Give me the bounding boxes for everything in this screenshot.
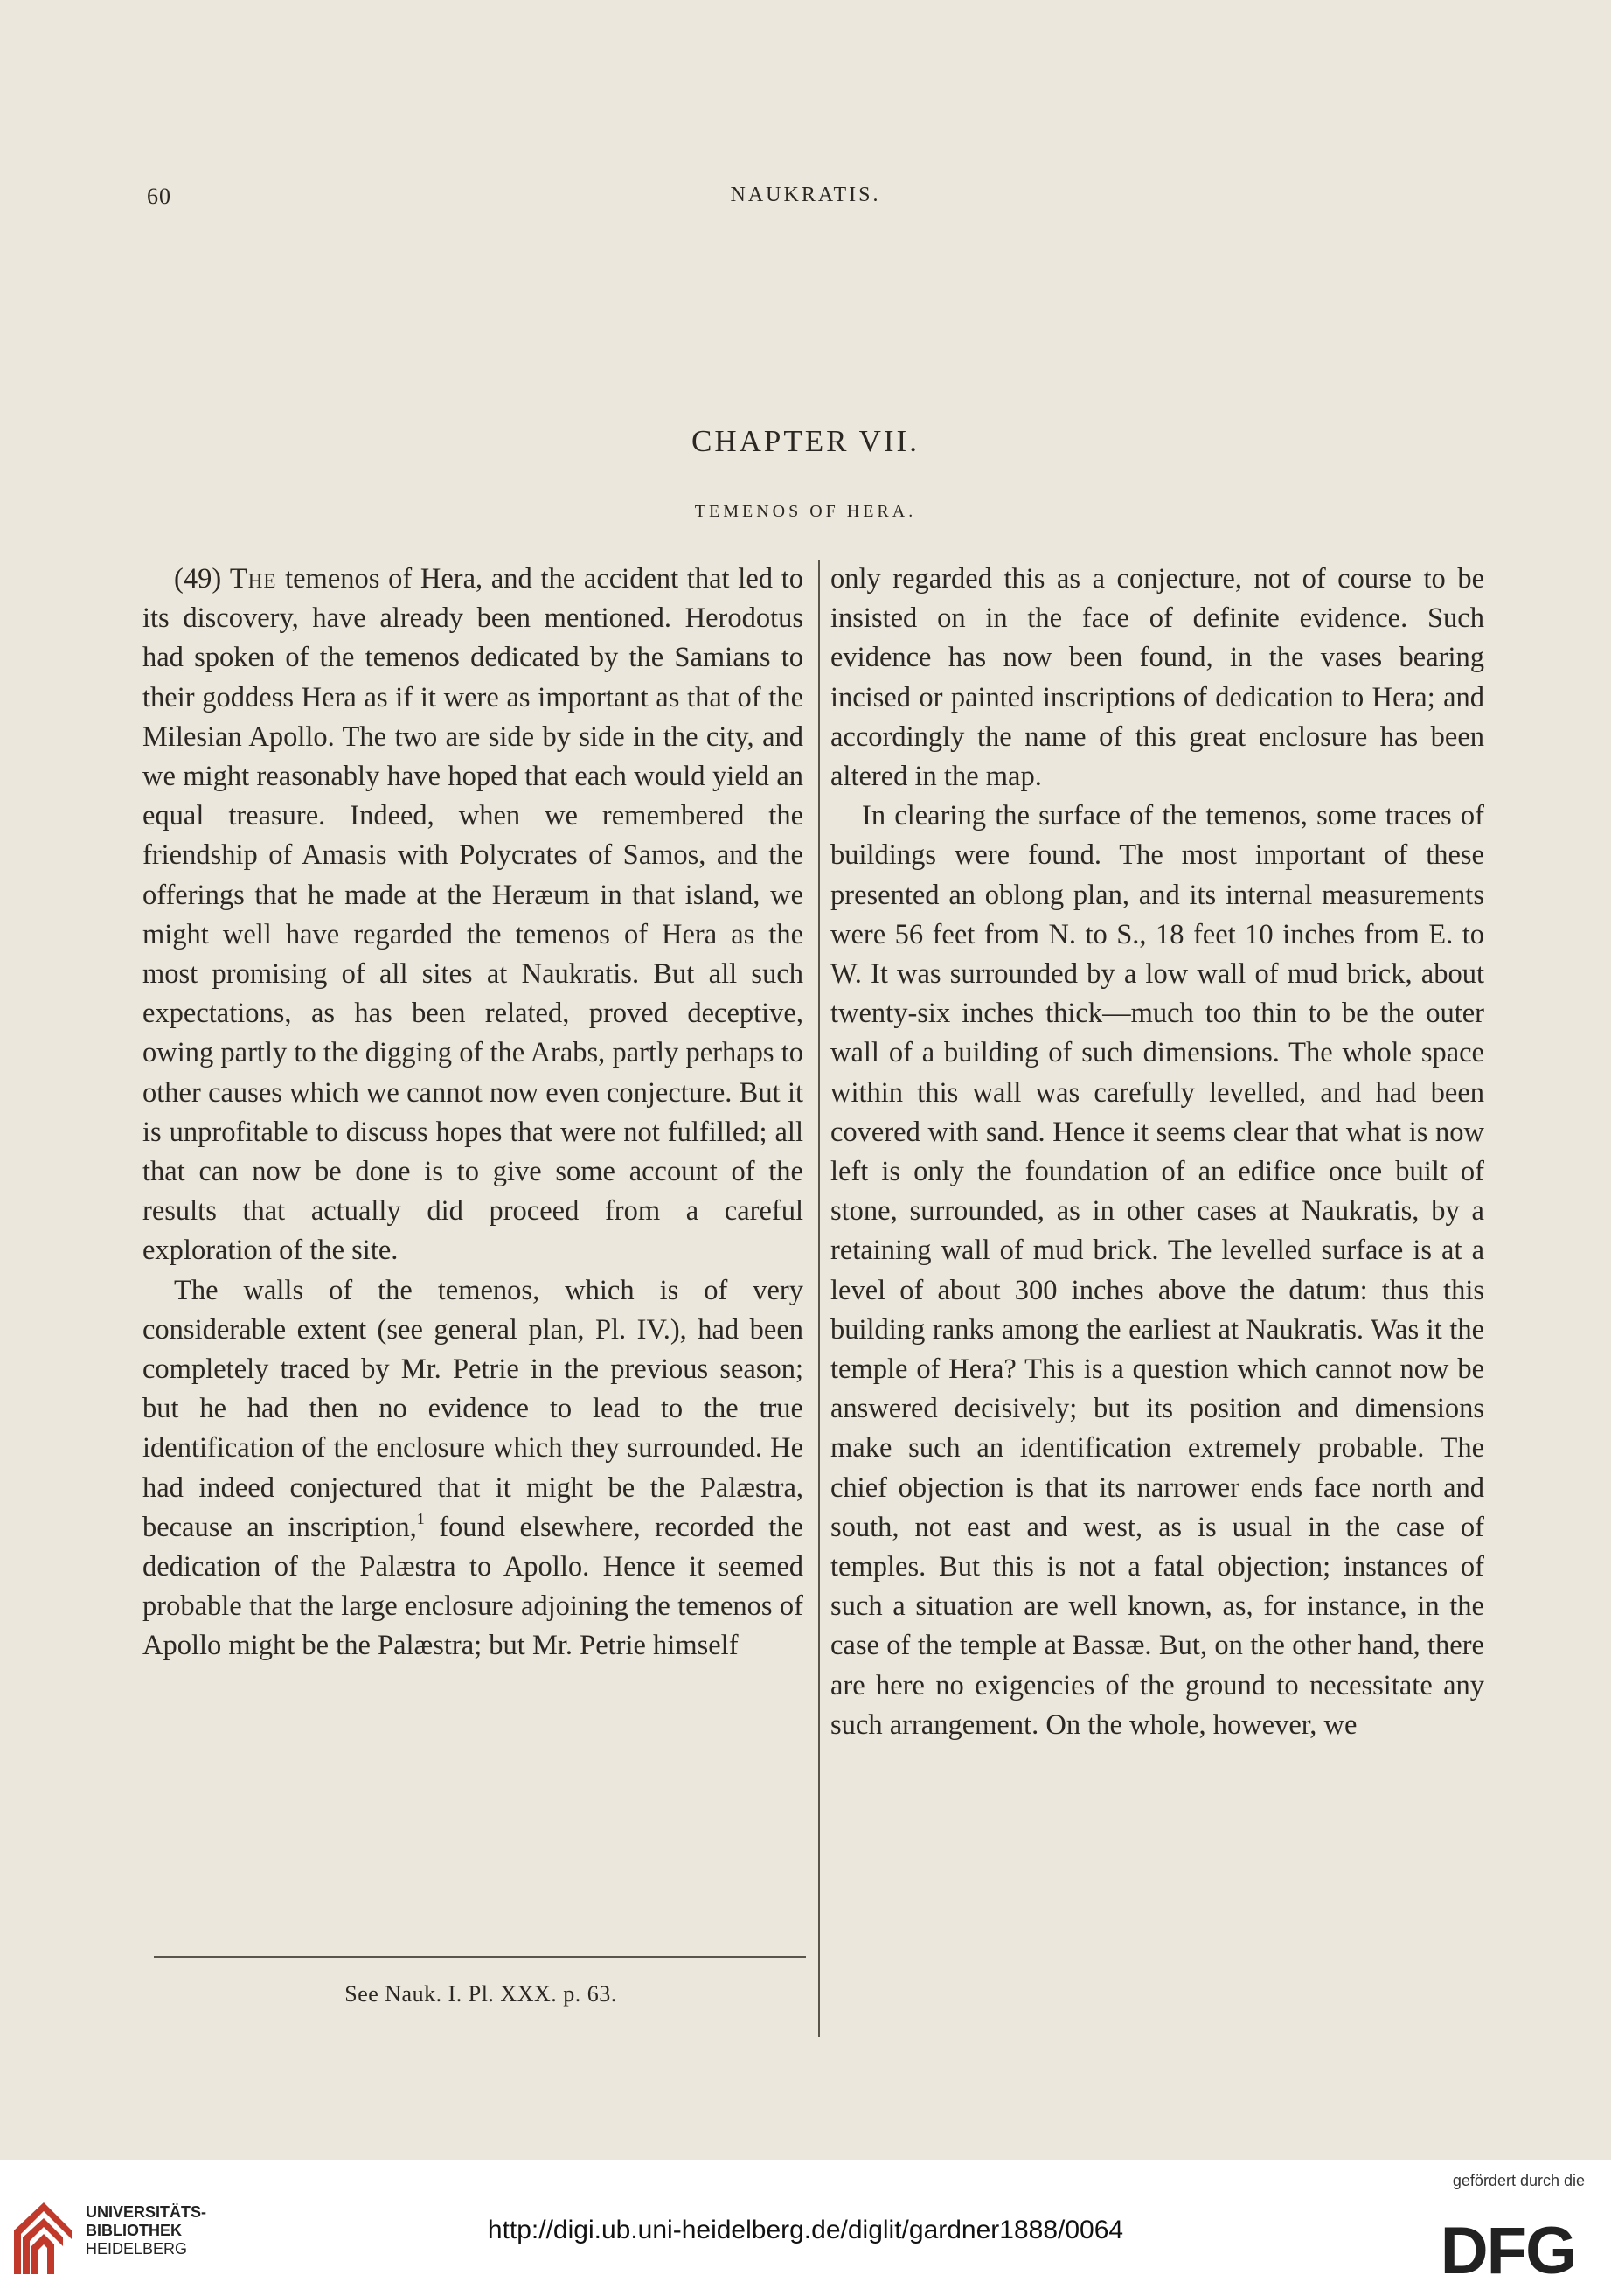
paragraph-49 (142, 560, 803, 1271)
paragraph-continued: only regarded this as a conjecture, not of course to be insisted on in the face of definite evidence. Such evidence has now been found, in the vases bearing incised or painted inscriptions of dedication to Hera; and accordingly the name of this great enclosure has been altered in the map. (830, 563, 1484, 793)
permalink-url[interactable]: http://digi.ub.uni-heidelberg.de/diglit/gardner1888/0064 (487, 2216, 1124, 2244)
right-column (830, 560, 1484, 1745)
footnote-mark: 1 (416, 1509, 425, 1527)
section-number: (49) (174, 563, 230, 595)
paragraph-text: The walls of the temenos, which is of very considerable extent (see general plan, Pl. IV.), had been completely traced by Mr. Petrie in the previous season; but he had then no evidence to lead to the true identification of the enclosure which they surrounded. He had indeed conjectured that it might be the Palæstra, because an inscription, (142, 1274, 803, 1543)
opening-word: The (229, 563, 277, 595)
paragraph-text: found elsewhere, recorded the dedication of the Palæstra to Apollo. Hence it seemed probable that the large enclosure adjoining the temenos of Apollo might be the Palæstra; but Mr. Petrie himself (142, 1511, 803, 1662)
library-name-line: HEIDELBERG (86, 2240, 188, 2258)
dfg-logo-text: DFG (1440, 2216, 1576, 2282)
chapter-title: CHAPTER VII. (691, 424, 920, 458)
paragraph-walls (142, 1271, 803, 1666)
footnote: See Nauk. I. Pl. XXX. p. 63. (344, 1981, 617, 2007)
digitization-footer (0, 2160, 1611, 2296)
running-head (0, 184, 1611, 219)
funder-caption: gefördert durch die (1452, 2172, 1585, 2189)
running-title: NAUKRATIS. (730, 184, 881, 206)
left-column (142, 560, 803, 1666)
paragraph-clearing: In clearing the surface of the temenos, some traces of buildings were found. The most important of these presented an oblong plan, and its internal measurements were 56 feet from N. to S., 18 feet 10 inches from E. to W. It was surrounded by a low wall of mud brick, about twenty-six inches thick—much too thin to be the outer wall of a building of such dimensions. The whole space within this wall was carefully levelled, and had been covered with sand. Hence it seems clear that what is now left is only the foundation of an edifice once built of stone, surrounded, as in other cases at Naukratis, by a retaining wall of mud brick. The levelled surface is at a level of about 300 inches above the datum: thus this building ranks among the earliest at Naukratis. Was it the temple of Hera? This is a question which cannot now be answered decisively; but its position and dimensions make such an identification extremely probable. The chief objection is that its narrower ends face north and south, not east and west, as is usual in the case of temples. But this is not a fatal objection; instances of such a situation are well known, as, for instance, in the case of the temple at Bassæ. But, on the other hand, there are here no exigencies of the ground to necessitate any such arrangement. On the whole, however, we (830, 800, 1484, 1741)
footnote-divider (154, 1956, 806, 1958)
dfg-logo-icon (1429, 2216, 1587, 2282)
page-number: 60 (147, 184, 171, 209)
paragraph-text: temenos of Hera, and the accident that led to its discovery, have already been mentioned. Herodotus had spoken of the temenos dedicated by the Samians to their goddess Hera as if it were as important as that of the Milesian Apollo. The two are side by side in the city, and we might reasonably have hoped that each would yield an equal treasure. Indeed, when we remembered the friendship of Amasis with Polycrates of Samos, and the offerings that he made at the Heræum in that island, we might well have regarded the temenos of Hera as the most promising of all sites at Naukratis. But all such expectations, as has been related, proved deceptive, owing partly to the digging of the Arabs, partly perhaps to other causes which we cannot now even conjecture. But it is unprofitable to discuss hopes that were not fulfilled; all that can now be done is to give some account of the results that actually did proceed from a careful exploration of the site. (142, 563, 803, 1267)
chapter-subtitle: TEMENOS OF HERA. (694, 502, 917, 521)
column-divider (818, 560, 820, 2037)
library-name-line: UNIVERSITÄTS- (86, 2203, 207, 2221)
library-name-line: BIBLIOTHEK (86, 2222, 182, 2239)
